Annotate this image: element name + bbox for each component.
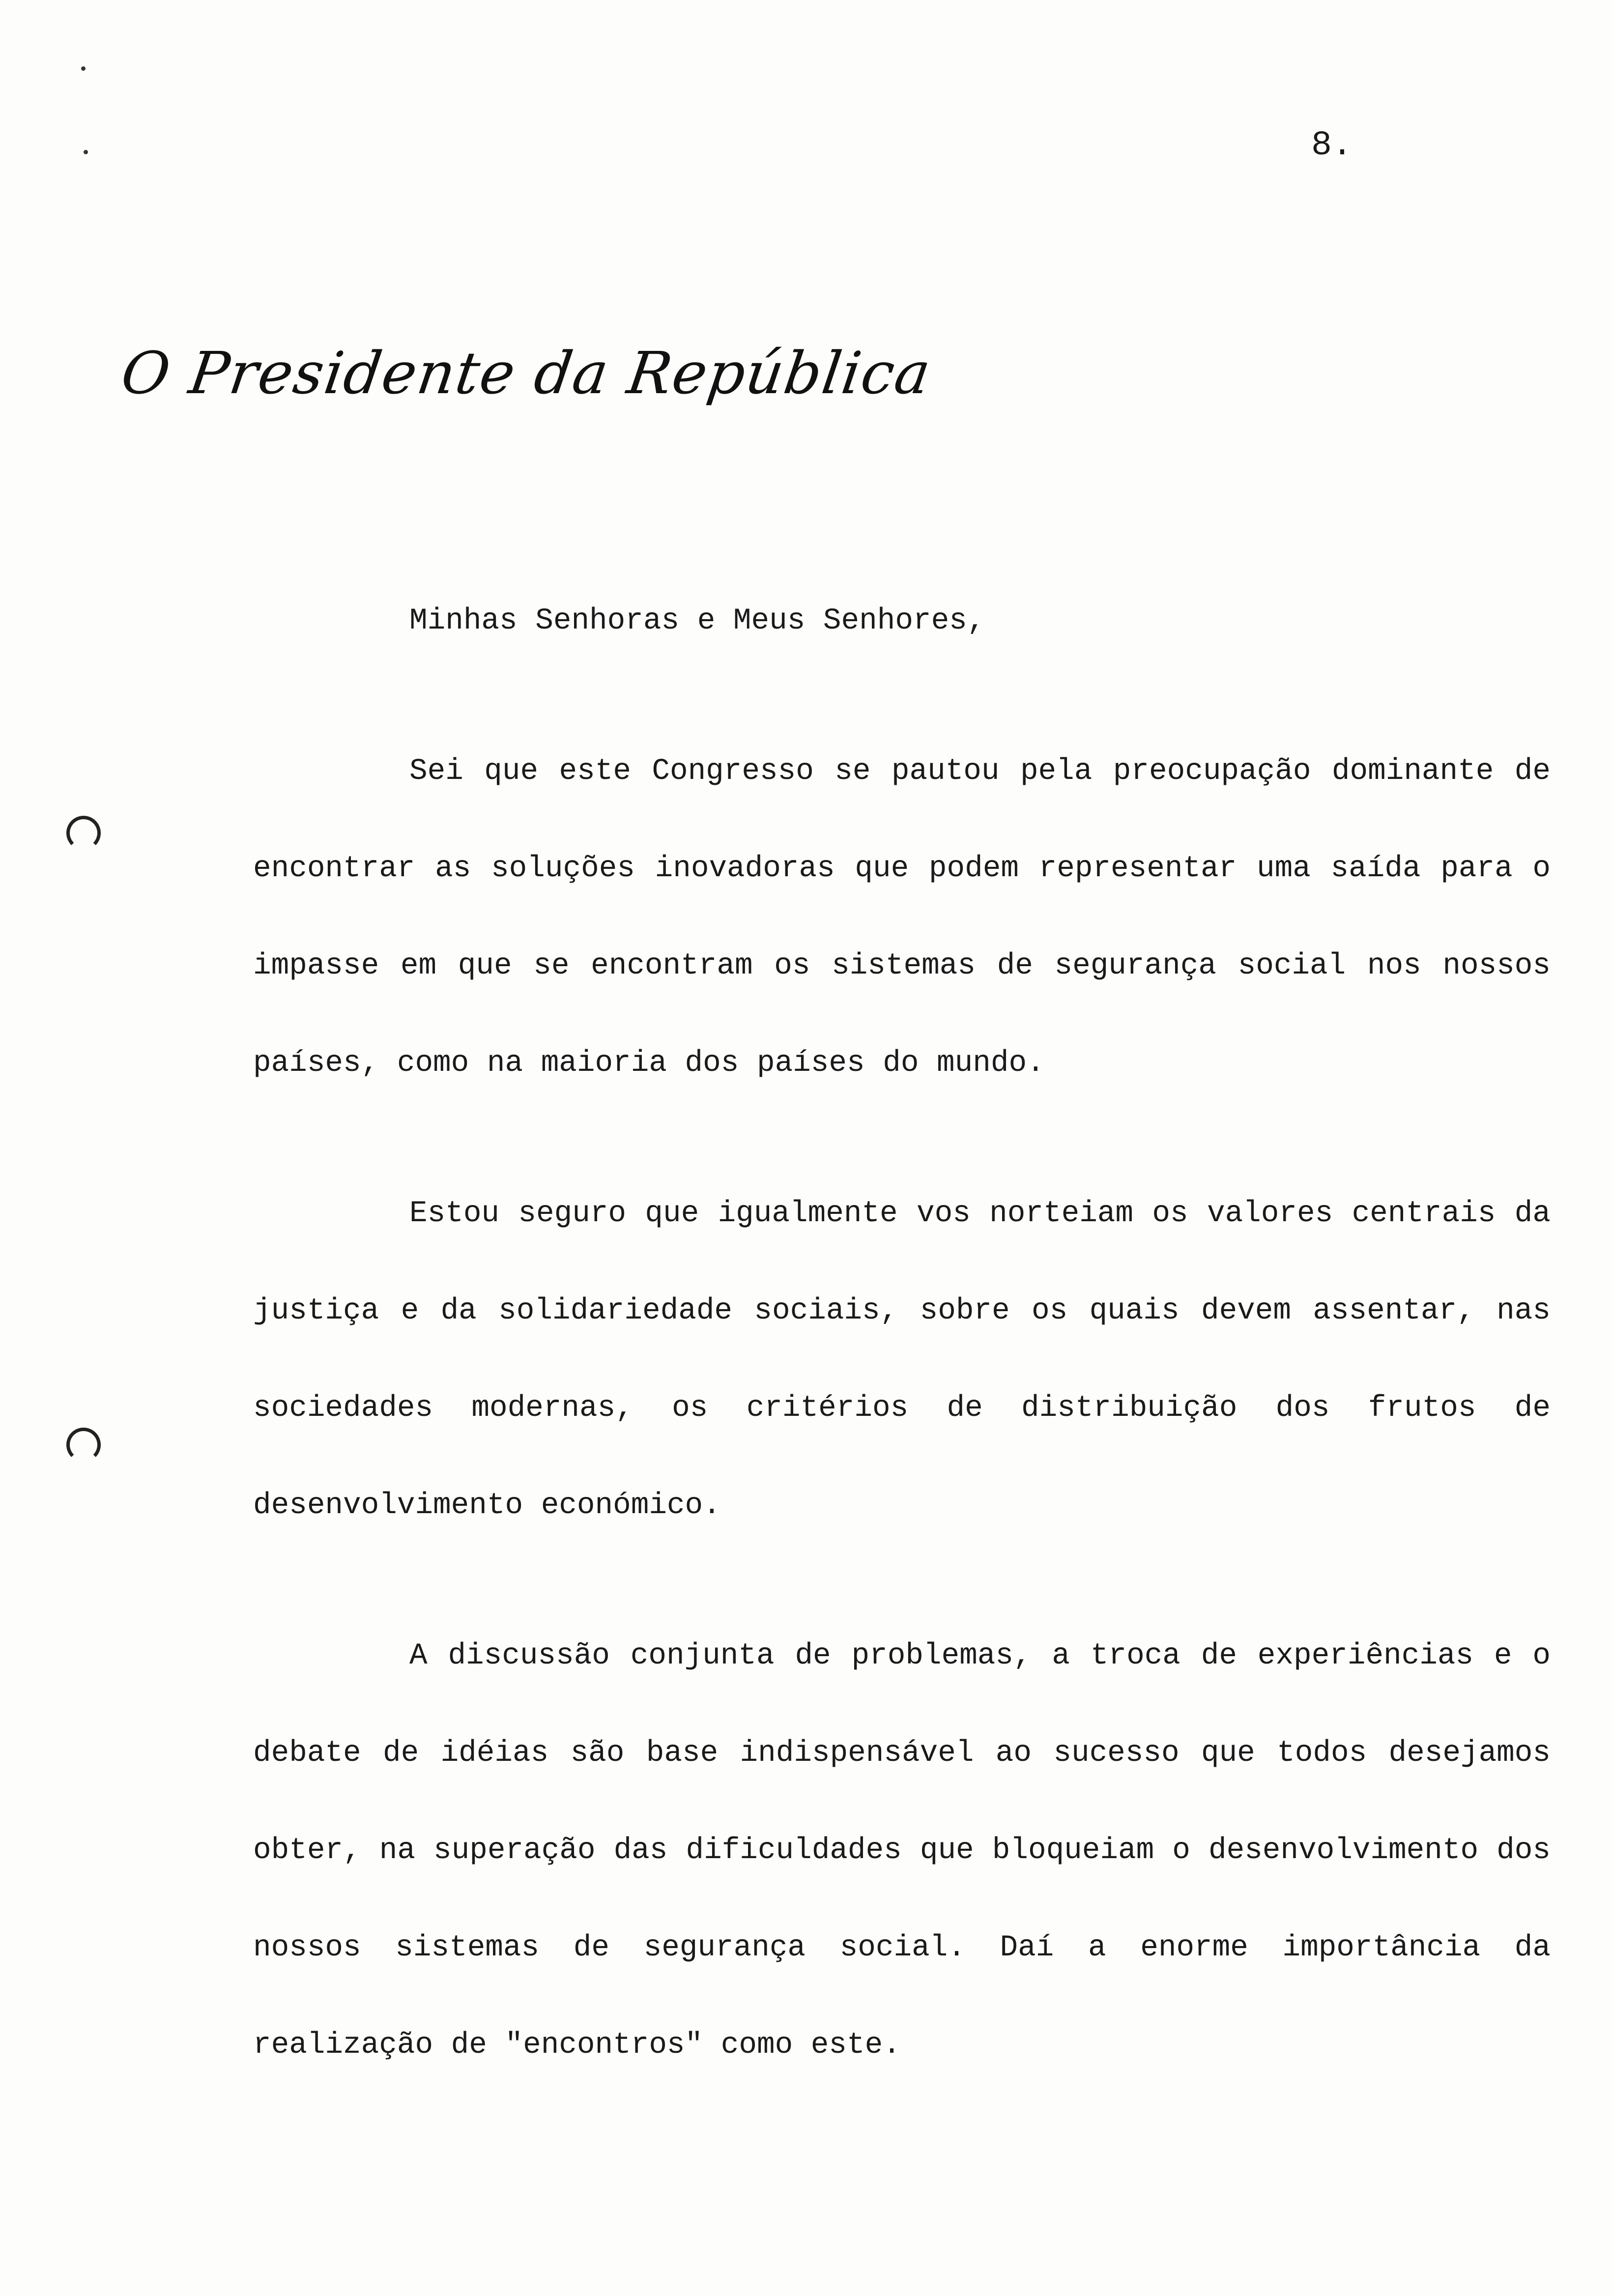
page-number: 8.: [1311, 126, 1353, 165]
punch-hole-mark: [66, 816, 101, 850]
paragraph: Sei que este Congresso se pautou pela preocupação dominante de encontrar as soluções inovadoras que podem representar uma saída para o impasse em que se encontram os sistemas de segurança social nos nossos países, como na maioria dos países do mundo.: [253, 754, 1551, 1080]
greeting-line: Minhas Senhoras e Meus Senhores,: [409, 604, 985, 638]
letterhead-title: O Presidente da República: [117, 339, 936, 407]
scan-speck: [84, 150, 88, 154]
scan-speck: [81, 66, 86, 71]
paragraph: Estou seguro que igualmente vos norteiam os valores centrais da justiça e da solidariedade sociais, sobre os quais devem assentar, nas sociedades modernas, os critérios de distribuição dos frutos de desenvolvimento económico.: [253, 1197, 1551, 1522]
punch-hole-mark: [66, 1428, 101, 1462]
paragraph: A discussão conjunta de problemas, a troca de experiências e o debate de idéias são base indispensável ao sucesso que todos desejamos obter, na superação das dificuldades que bloqueiam o desenvolvimento dos nossos sistemas de segurança social. Daí a enorme importância da realização de "encontros" como este.: [253, 1639, 1551, 2062]
speech-body: [253, 573, 1551, 2094]
